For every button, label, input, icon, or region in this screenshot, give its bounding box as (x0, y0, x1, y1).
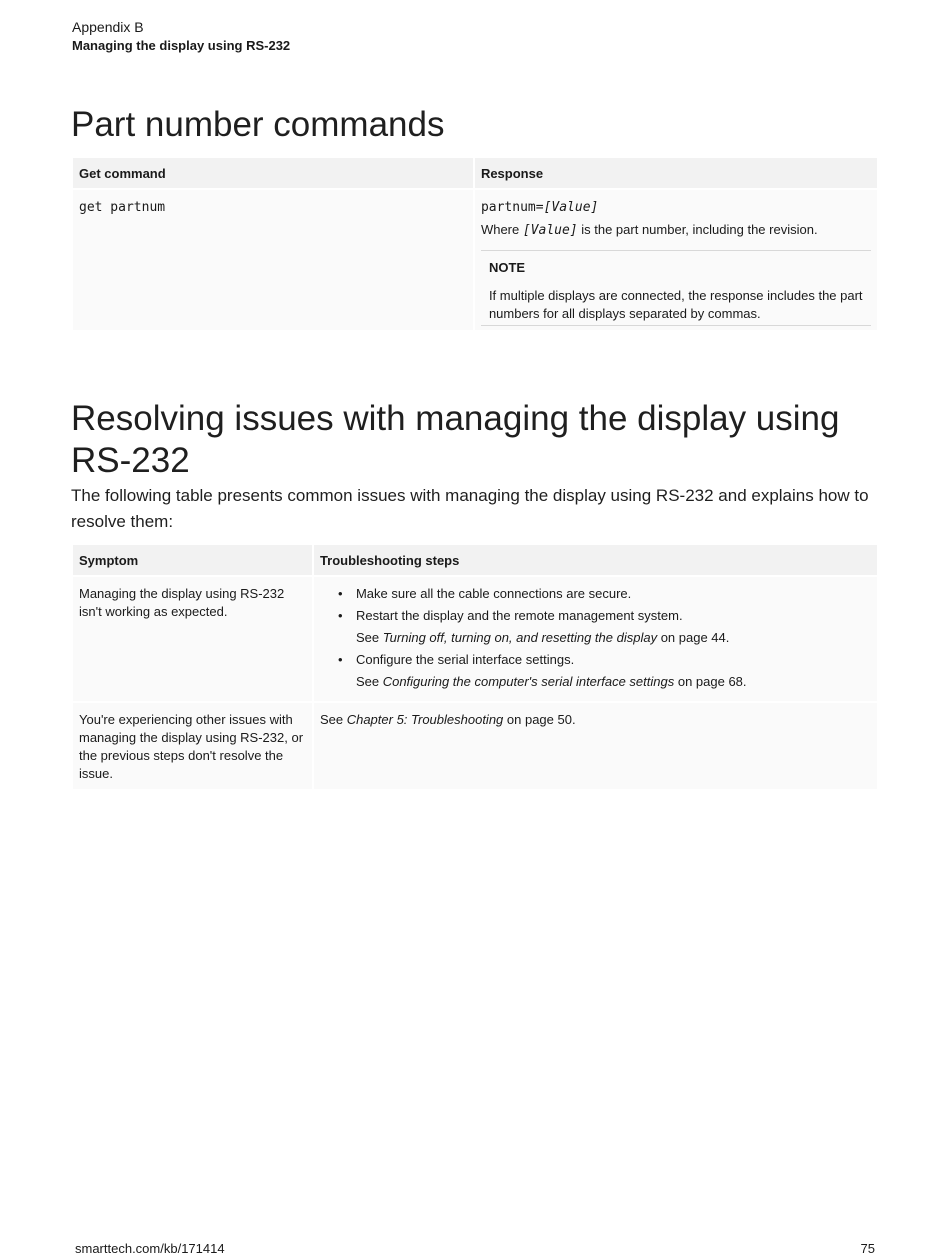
table-header-row (73, 545, 877, 575)
part-number-table (71, 158, 879, 330)
appendix-label: Appendix B (72, 19, 144, 35)
command-text: get partnum (79, 200, 166, 215)
list-item (338, 585, 871, 603)
see-reference (356, 673, 871, 691)
where-value: [Value] (522, 223, 578, 238)
step-text: Configure the serial interface settings. (355, 652, 575, 667)
column-header-response: Response (475, 158, 877, 188)
symptom-cell: Managing the display using RS-232 isn't working as expected. (73, 575, 312, 701)
cross-reference-link[interactable]: Configuring the computer's serial interface settings (382, 674, 675, 689)
where-prefix: Where (480, 222, 523, 237)
cross-reference-link[interactable]: Chapter 5: Troubleshooting (346, 712, 504, 727)
symptom-cell: You're experiencing other issues with managing the display using RS-232, or the previous steps don't resolve the issue. (73, 701, 312, 789)
response-line (481, 198, 871, 217)
column-header-get-command: Get command (73, 158, 473, 188)
where-suffix: is the part number, including the revision. (577, 222, 818, 237)
see-prefix: See (355, 674, 383, 689)
column-header-symptom: Symptom (73, 545, 312, 575)
bullet-icon: • (337, 586, 343, 601)
running-header (72, 18, 290, 56)
where-line (481, 221, 871, 240)
list-item (338, 607, 871, 647)
table-row (73, 575, 877, 701)
response-value: [Value] (543, 200, 599, 215)
step-text: Restart the display and the remote management system. (355, 608, 683, 623)
step-text: Make sure all the cable connections are secure. (355, 586, 632, 601)
see-prefix: See (355, 630, 383, 645)
cross-reference-link[interactable]: Turning off, turning on, and resetting the display (382, 630, 658, 645)
chapter-label: Managing the display using RS-232 (72, 38, 291, 53)
steps-cell (314, 701, 877, 789)
response-prefix: partnum= (480, 200, 544, 215)
bullet-icon: • (337, 652, 343, 667)
see-suffix: on page 50. (503, 712, 576, 727)
troubleshooting-table (71, 545, 879, 789)
see-suffix: on page 68. (674, 674, 747, 689)
see-reference (356, 629, 871, 647)
table-header-row (73, 158, 877, 188)
column-header-troubleshooting-steps: Troubleshooting steps (314, 545, 877, 575)
response-cell (475, 188, 877, 330)
table-row (73, 701, 877, 789)
see-suffix: on page 44. (657, 630, 730, 645)
bullet-icon: • (337, 608, 343, 623)
intro-paragraph: The following table presents common issues with managing the display using RS-232 and explains how to resolve them: (71, 486, 869, 531)
steps-list (320, 585, 871, 691)
list-item (338, 651, 871, 691)
footer-url[interactable]: smarttech.com/kb/171414 (75, 1241, 225, 1256)
see-prefix: See (319, 712, 347, 727)
note-title: NOTE (488, 260, 526, 275)
steps-cell (314, 575, 877, 701)
table-row (73, 188, 877, 330)
page-number: 75 (860, 1241, 875, 1256)
note-text: If multiple displays are connected, the response includes the part numbers for all displays separated by commas. (488, 288, 863, 321)
command-cell (73, 188, 473, 330)
section-title-resolving-issues: Resolving issues with managing the display using RS-232 (71, 399, 840, 480)
section-title-part-number: Part number commands (71, 105, 445, 144)
note-box (481, 250, 871, 326)
